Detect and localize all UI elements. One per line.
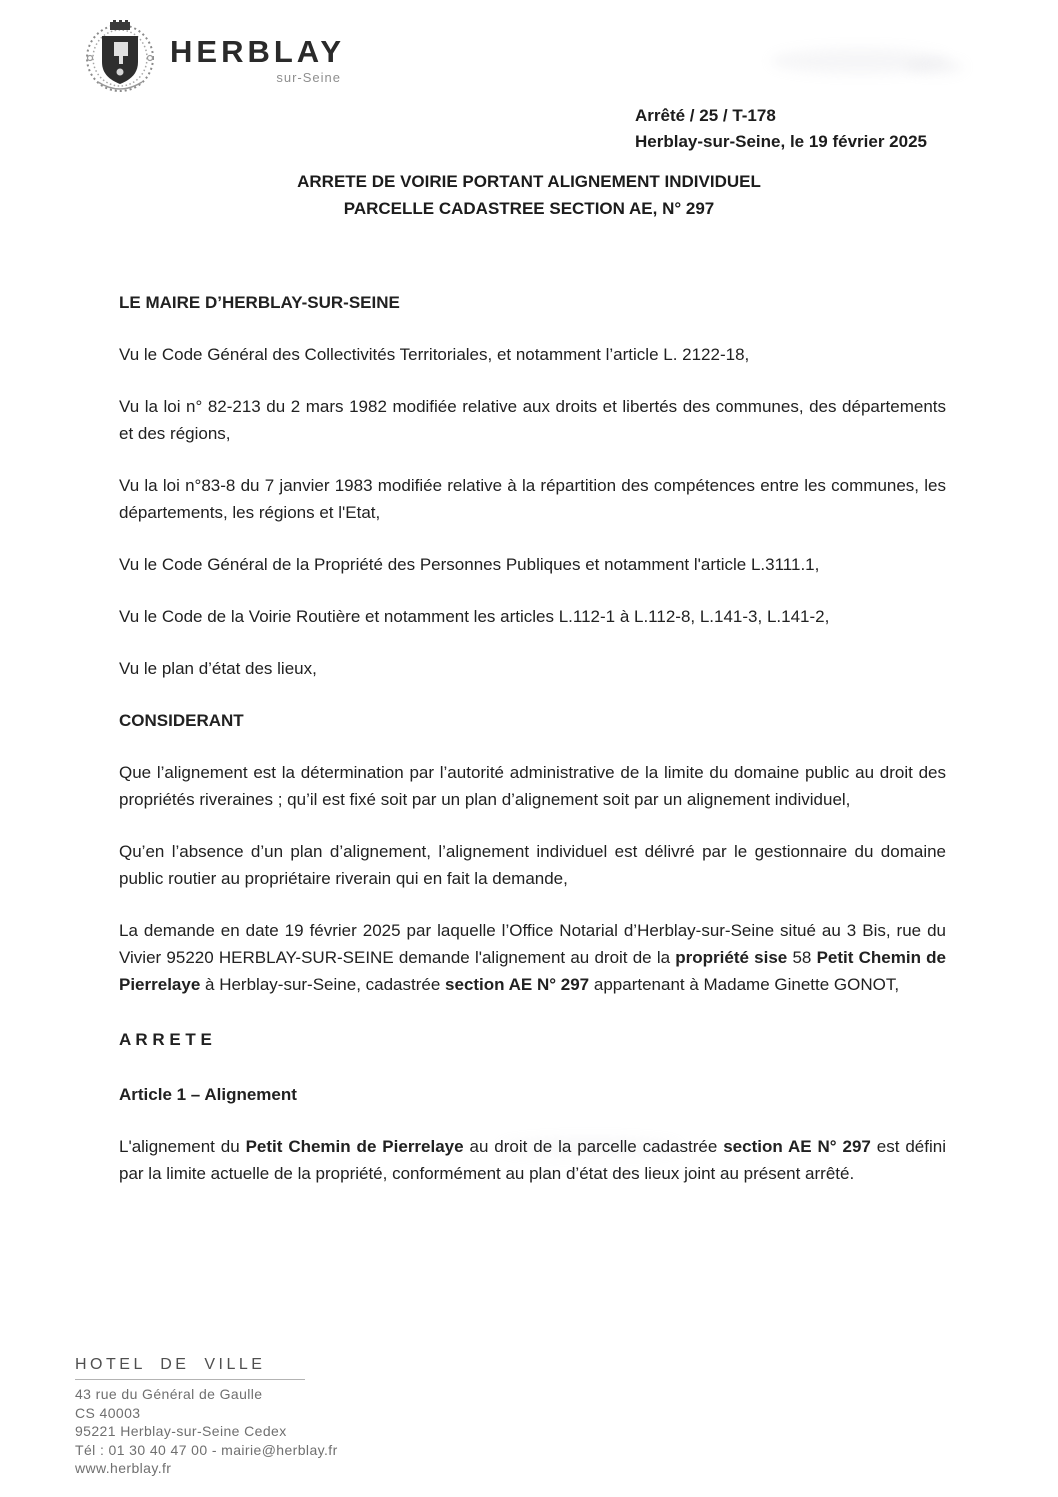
paragraph bbox=[119, 551, 946, 578]
logo-city-name: HERBLAY bbox=[170, 34, 345, 69]
text-run: LE MAIRE D’HERBLAY-SUR-SEINE bbox=[119, 293, 400, 312]
paragraph bbox=[119, 759, 946, 813]
text-run: A R R E T E bbox=[119, 1030, 212, 1049]
footer-title: HOTEL DE VILLE bbox=[75, 1356, 305, 1380]
text-run: 58 bbox=[787, 948, 817, 967]
footer-contact-line: Tél : 01 30 40 47 00 - mairie@herblay.fr bbox=[75, 1441, 338, 1458]
text-run: L'alignement du bbox=[119, 1137, 246, 1156]
paragraph bbox=[119, 655, 946, 682]
footer-address-line2: CS 40003 bbox=[75, 1404, 141, 1421]
paragraph bbox=[119, 1133, 946, 1187]
coat-of-arms-icon bbox=[84, 20, 156, 99]
text-run: Article 1 – Alignement bbox=[119, 1085, 297, 1104]
logo-text bbox=[170, 20, 345, 85]
document-title bbox=[0, 168, 1058, 222]
text-run: Vu le Code de la Voirie Routière et notamment les articles L.112-1 à L.112-8, L.141-3, L.141-2, bbox=[119, 607, 830, 626]
city-logo bbox=[84, 20, 345, 99]
text-run: Que l’alignement est la détermination par l’autorité administrative de la limite du domaine public au droit des propriétés riveraines ; qu’il est fixé soit par un plan d’alignement soit par un alignement individuel, bbox=[119, 763, 946, 809]
text-run: à Herblay-sur-Seine, cadastrée bbox=[200, 975, 446, 994]
text-run: Petit Chemin de Pierrelaye bbox=[119, 948, 947, 994]
document-body bbox=[119, 289, 946, 1212]
footer-address bbox=[75, 1385, 338, 1478]
text-run: section AE N° 297 bbox=[723, 1137, 871, 1156]
footer-website: www.herblay.fr bbox=[75, 1460, 172, 1476]
reference-block bbox=[635, 103, 927, 155]
text-run: Qu’en l’absence d’un plan d’alignement, l’alignement individuel est délivré par le gestionnaire du domaine public routier au propriétaire riverain qui en fait la demande, bbox=[119, 842, 946, 888]
paragraph bbox=[119, 838, 946, 892]
section-heading bbox=[119, 1081, 946, 1108]
text-run: appartenant à Madame Ginette GONOT, bbox=[589, 975, 900, 994]
footer bbox=[75, 1356, 338, 1478]
text-run: section AE N° 297 bbox=[445, 975, 590, 994]
text-run: au droit de la parcelle cadastrée bbox=[463, 1137, 724, 1156]
text-run: La demande en date 19 février 2025 par laquelle l’Office Notarial d’Herblay-sur-Seine situé au 3 Bis, rue du Vivier 95220 HERBLAY-SUR-SEINE demande l'alignement au droit de la bbox=[119, 921, 946, 967]
document-title-line1: ARRETE DE VOIRIE PORTANT ALIGNEMENT INDIVIDUEL bbox=[297, 172, 761, 191]
scan-artifact bbox=[905, 60, 965, 74]
place-and-date: Herblay-sur-Seine, le 19 février 2025 bbox=[635, 132, 927, 151]
section-heading bbox=[119, 289, 946, 316]
text-run: Vu la loi n° 82-213 du 2 mars 1982 modifiée relative aux droits et libertés des communes, des départements et des régions, bbox=[119, 397, 946, 443]
section-heading bbox=[119, 707, 946, 734]
paragraph bbox=[119, 603, 946, 630]
paragraph bbox=[119, 341, 946, 368]
text-run: Vu le Code Général de la Propriété des Personnes Publiques et notamment l'article L.3111.1, bbox=[119, 555, 820, 574]
decree-number: Arrêté / 25 / T-178 bbox=[635, 106, 776, 125]
paragraph bbox=[119, 472, 946, 526]
text-run: Petit Chemin de Pierrelaye bbox=[245, 1137, 464, 1156]
paragraph bbox=[119, 393, 946, 447]
footer-address-line3: 95221 Herblay-sur-Seine Cedex bbox=[75, 1423, 287, 1439]
section-heading bbox=[119, 1026, 946, 1053]
text-run: est défini par la limite actuelle de la propriété, conformément au plan d’état des lieux joint au présent arrêté. bbox=[119, 1137, 946, 1183]
text-run: Vu le plan d’état des lieux, bbox=[119, 659, 317, 678]
document-title-line2: PARCELLE CADASTREE SECTION AE, N° 297 bbox=[343, 199, 715, 218]
text-run: Vu le Code Général des Collectivités Territoriales, et notamment l’article L. 2122-18, bbox=[119, 345, 750, 364]
text-run: Vu la loi n°83-8 du 7 janvier 1983 modifiée relative à la répartition des compétences entre les communes, les départements, les régions et l'Etat, bbox=[119, 476, 946, 522]
text-run: CONSIDERANT bbox=[119, 711, 244, 730]
footer-address-line1: 43 rue du Général de Gaulle bbox=[75, 1386, 263, 1402]
logo-city-suffix: sur-Seine bbox=[276, 70, 341, 85]
text-run: propriété sise bbox=[675, 948, 788, 967]
paragraph bbox=[119, 917, 946, 998]
